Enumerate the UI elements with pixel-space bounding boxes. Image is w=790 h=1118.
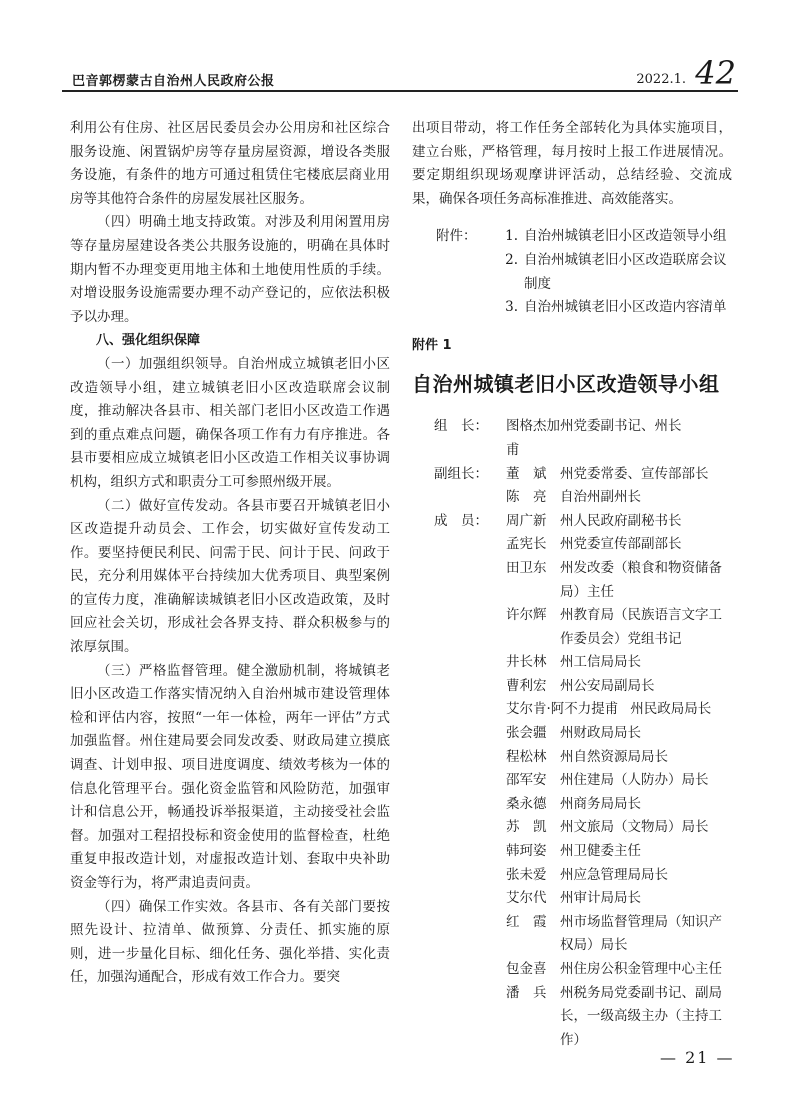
member-name: 张未爱 <box>506 866 547 883</box>
member-position: 州卫健委主任 <box>560 843 641 860</box>
gazette-title: 巴音郭楞蒙古自治州人民政府公报 <box>72 74 275 89</box>
member-position: 州民政局局长 <box>630 701 712 718</box>
page-number: — 21 — <box>660 1048 735 1067</box>
member-row <box>412 486 732 510</box>
member-position: 州党委常委、宣传部部长 <box>560 465 709 482</box>
attachment-title: 自治州城镇老旧小区改造领导小组 <box>412 372 720 397</box>
member-role <box>412 864 506 888</box>
member-role <box>412 746 506 770</box>
member-row <box>412 463 732 487</box>
member-name: 艾尔肯·阿不力提甫 <box>506 701 619 718</box>
member-row <box>412 864 732 888</box>
page-header <box>62 54 738 92</box>
member-position: 州自然资源局局长 <box>560 748 668 765</box>
section-heading: 八、强化组织保障 <box>96 333 201 349</box>
member-name: 张会疆 <box>506 725 547 742</box>
member-role <box>412 887 506 911</box>
paragraph: 出项目带动，将工作任务全部转化为具体实施项目，建立台账，严格管理，每月按时上报工作进展情况。要定期组织现场观摩讲评活动，总结经验、交流成果，确保各项任务高标准推进、高效能落实。 <box>412 120 732 207</box>
member-row <box>412 816 732 840</box>
member-row <box>412 911 732 958</box>
member-position: 州住房公积金管理中心主任 <box>560 961 722 977</box>
issue-number: 42 <box>695 54 736 92</box>
paragraph: （四）明确土地支持政策。对涉及利用闲置用房等存量房屋建设各类公共服务设施的，明确在具体时期内暂不办理变更用地主体和土地使用性质的手续。对增设服务设施需要办理不动产登记的，应依法积极予以办理。 <box>70 214 390 325</box>
paragraph: 利用公有住房、社区居民委员会办公用房和社区综合服务设施、闲置锅炉房等存量房屋资源，增设各类服务设施，有条件的地方可通过租赁住宅楼底层商业用房等其他符合条件的房屋发展社区服务。 <box>70 120 390 207</box>
member-row <box>412 533 732 557</box>
member-row <box>412 675 732 699</box>
member-row <box>412 604 732 651</box>
member-name: 周广新 <box>506 512 547 529</box>
member-name: 桑永德 <box>506 795 547 812</box>
member-role <box>412 982 506 1053</box>
member-role <box>412 840 506 864</box>
member-role: 成 员： <box>434 512 488 529</box>
paragraph: （二）做好宣传发动。各县市要召开城镇老旧小区改造提升动员会、工作会，切实做好宣传发动工作。要坚持便民利民、问需于民、问计于民、问政于民，充分利用媒体平台持续加大优秀项目、典型案例的宣传力度，准确解读城镇老旧小区改造政策，及时回应社会关切，形成社会各界支持、群众积极参与的浓厚氛围。 <box>70 497 390 656</box>
member-position: 州商务局局长 <box>560 795 641 812</box>
member-name: 井长林 <box>506 654 547 671</box>
member-position: 州发改委（粮食和物资储备局）主任 <box>560 559 722 600</box>
member-position: 州税务局党委副书记、副局长，一级高级主办（主持工作） <box>560 984 722 1048</box>
member-row <box>412 698 732 722</box>
member-position: 州党委副书记、州长 <box>560 418 682 435</box>
member-name: 韩珂姿 <box>506 843 547 860</box>
member-position: 州人民政府副秘书长 <box>560 512 682 529</box>
member-position: 州教育局（民族语言文字工作委员会）党组书记 <box>560 607 722 647</box>
member-row <box>412 722 732 746</box>
member-role <box>412 698 506 722</box>
member-position: 州财政局局长 <box>560 725 641 742</box>
member-row <box>412 651 732 675</box>
member-position: 州公安局副局长 <box>560 677 655 694</box>
member-name: 陈 亮 <box>506 489 547 506</box>
member-row <box>412 793 732 817</box>
member-role <box>412 486 506 510</box>
attachment-item: 附件： 1. 自治州城镇老旧小区改造领导小组 <box>412 225 732 249</box>
left-column <box>70 117 390 990</box>
member-name: 苏 凯 <box>506 819 547 836</box>
paragraph: （四）确保工作实效。各县市、各有关部门要按照先设计、拉清单、做预算、分责任、抓实施的原则，进一步量化目标、细化任务、强化举措、实化责任，加强沟通配合，形成有效工作合力。要突 <box>70 898 390 986</box>
member-row <box>412 958 732 982</box>
member-name: 许尔辉 <box>506 607 547 624</box>
member-row <box>412 510 732 534</box>
member-name: 程松林 <box>506 748 547 765</box>
member-role <box>412 722 506 746</box>
member-position: 州住建局（人防办）局长 <box>560 772 709 789</box>
member-role <box>412 793 506 817</box>
member-role <box>412 958 506 982</box>
member-row <box>412 557 732 604</box>
member-role <box>412 533 506 557</box>
member-position: 州工信局局长 <box>560 654 641 671</box>
member-list <box>412 415 732 1052</box>
member-role <box>412 675 506 699</box>
member-row <box>412 887 732 911</box>
attachment-item: 3. 自治州城镇老旧小区改造内容清单 <box>505 299 727 316</box>
member-name: 艾尔代 <box>506 890 547 907</box>
member-name: 包金喜 <box>506 961 547 977</box>
member-row <box>412 415 732 462</box>
member-role <box>412 557 506 604</box>
member-name: 董 斌 <box>506 465 547 482</box>
member-role: 组 长： <box>434 418 488 435</box>
member-role <box>412 816 506 840</box>
attachment-item: 2. 自治州城镇老旧小区改造联席会议制度 <box>505 251 727 292</box>
right-column <box>412 117 732 1052</box>
member-role <box>412 651 506 675</box>
member-row <box>412 769 732 793</box>
member-role <box>412 604 506 651</box>
member-role <box>412 911 506 958</box>
member-name: 孟宪长 <box>506 536 547 553</box>
paragraph: （三）严格监督管理。健全激励机制，将城镇老旧小区改造工作落实情况纳入自治州城市建设管理体检和评估内容，按照“一年一体检，两年一评估”方式加强监督。州住建局要会同发改委、财政局建立摸底调查、计划申报、项目进度调度、绩效考核为一体的信息化管理平台。强化资金监管和风险防范，加强审计和信息公开，畅通投诉举报渠道，主动接受社会监督。加强对工程招投标和资金使用的监督检查，杜绝重复申报改造计划，对虚报改造计划、套取中央补助资金等行为，将严肃追责问责。 <box>70 662 390 891</box>
attachment-heading: 附件 1 <box>412 337 452 353</box>
member-row <box>412 840 732 864</box>
member-row <box>412 746 732 770</box>
member-name: 图格杰加甫 <box>506 418 560 458</box>
member-position: 州审计局局长 <box>560 890 641 907</box>
attachment-list <box>412 225 732 319</box>
member-position: 州应急管理局局长 <box>560 866 668 883</box>
member-row <box>412 982 732 1053</box>
issue-date: 2022.1. <box>636 72 686 87</box>
member-position: 州文旅局（文物局）局长 <box>560 819 709 836</box>
member-position: 州党委宣传部副部长 <box>560 536 682 553</box>
member-name: 田卫东 <box>506 559 547 576</box>
member-role <box>412 769 506 793</box>
paragraph: （一）加强组织领导。自治州成立城镇老旧小区改造领导小组，建立城镇老旧小区改造联席会议制度，推动解决各县市、相关部门老旧小区改造工作遇到的重点难点问题，确保各项工作有力有序推进。各县市要相应成立城镇老旧小区改造工作相关议事协调机构，组织方式和职责分工可参照州级开展。 <box>70 355 390 490</box>
member-name: 红 霞 <box>506 913 547 930</box>
member-position: 州市场监督管理局（知识产权局）局长 <box>560 913 722 954</box>
member-name: 邵军安 <box>506 772 547 789</box>
attachment-label: 附件： <box>436 228 477 245</box>
header-rule <box>62 90 738 92</box>
member-name: 潘 兵 <box>506 984 547 1001</box>
member-position: 自治州副州长 <box>560 489 641 506</box>
member-name: 曹利宏 <box>506 677 547 694</box>
member-role: 副组长： <box>434 465 488 482</box>
